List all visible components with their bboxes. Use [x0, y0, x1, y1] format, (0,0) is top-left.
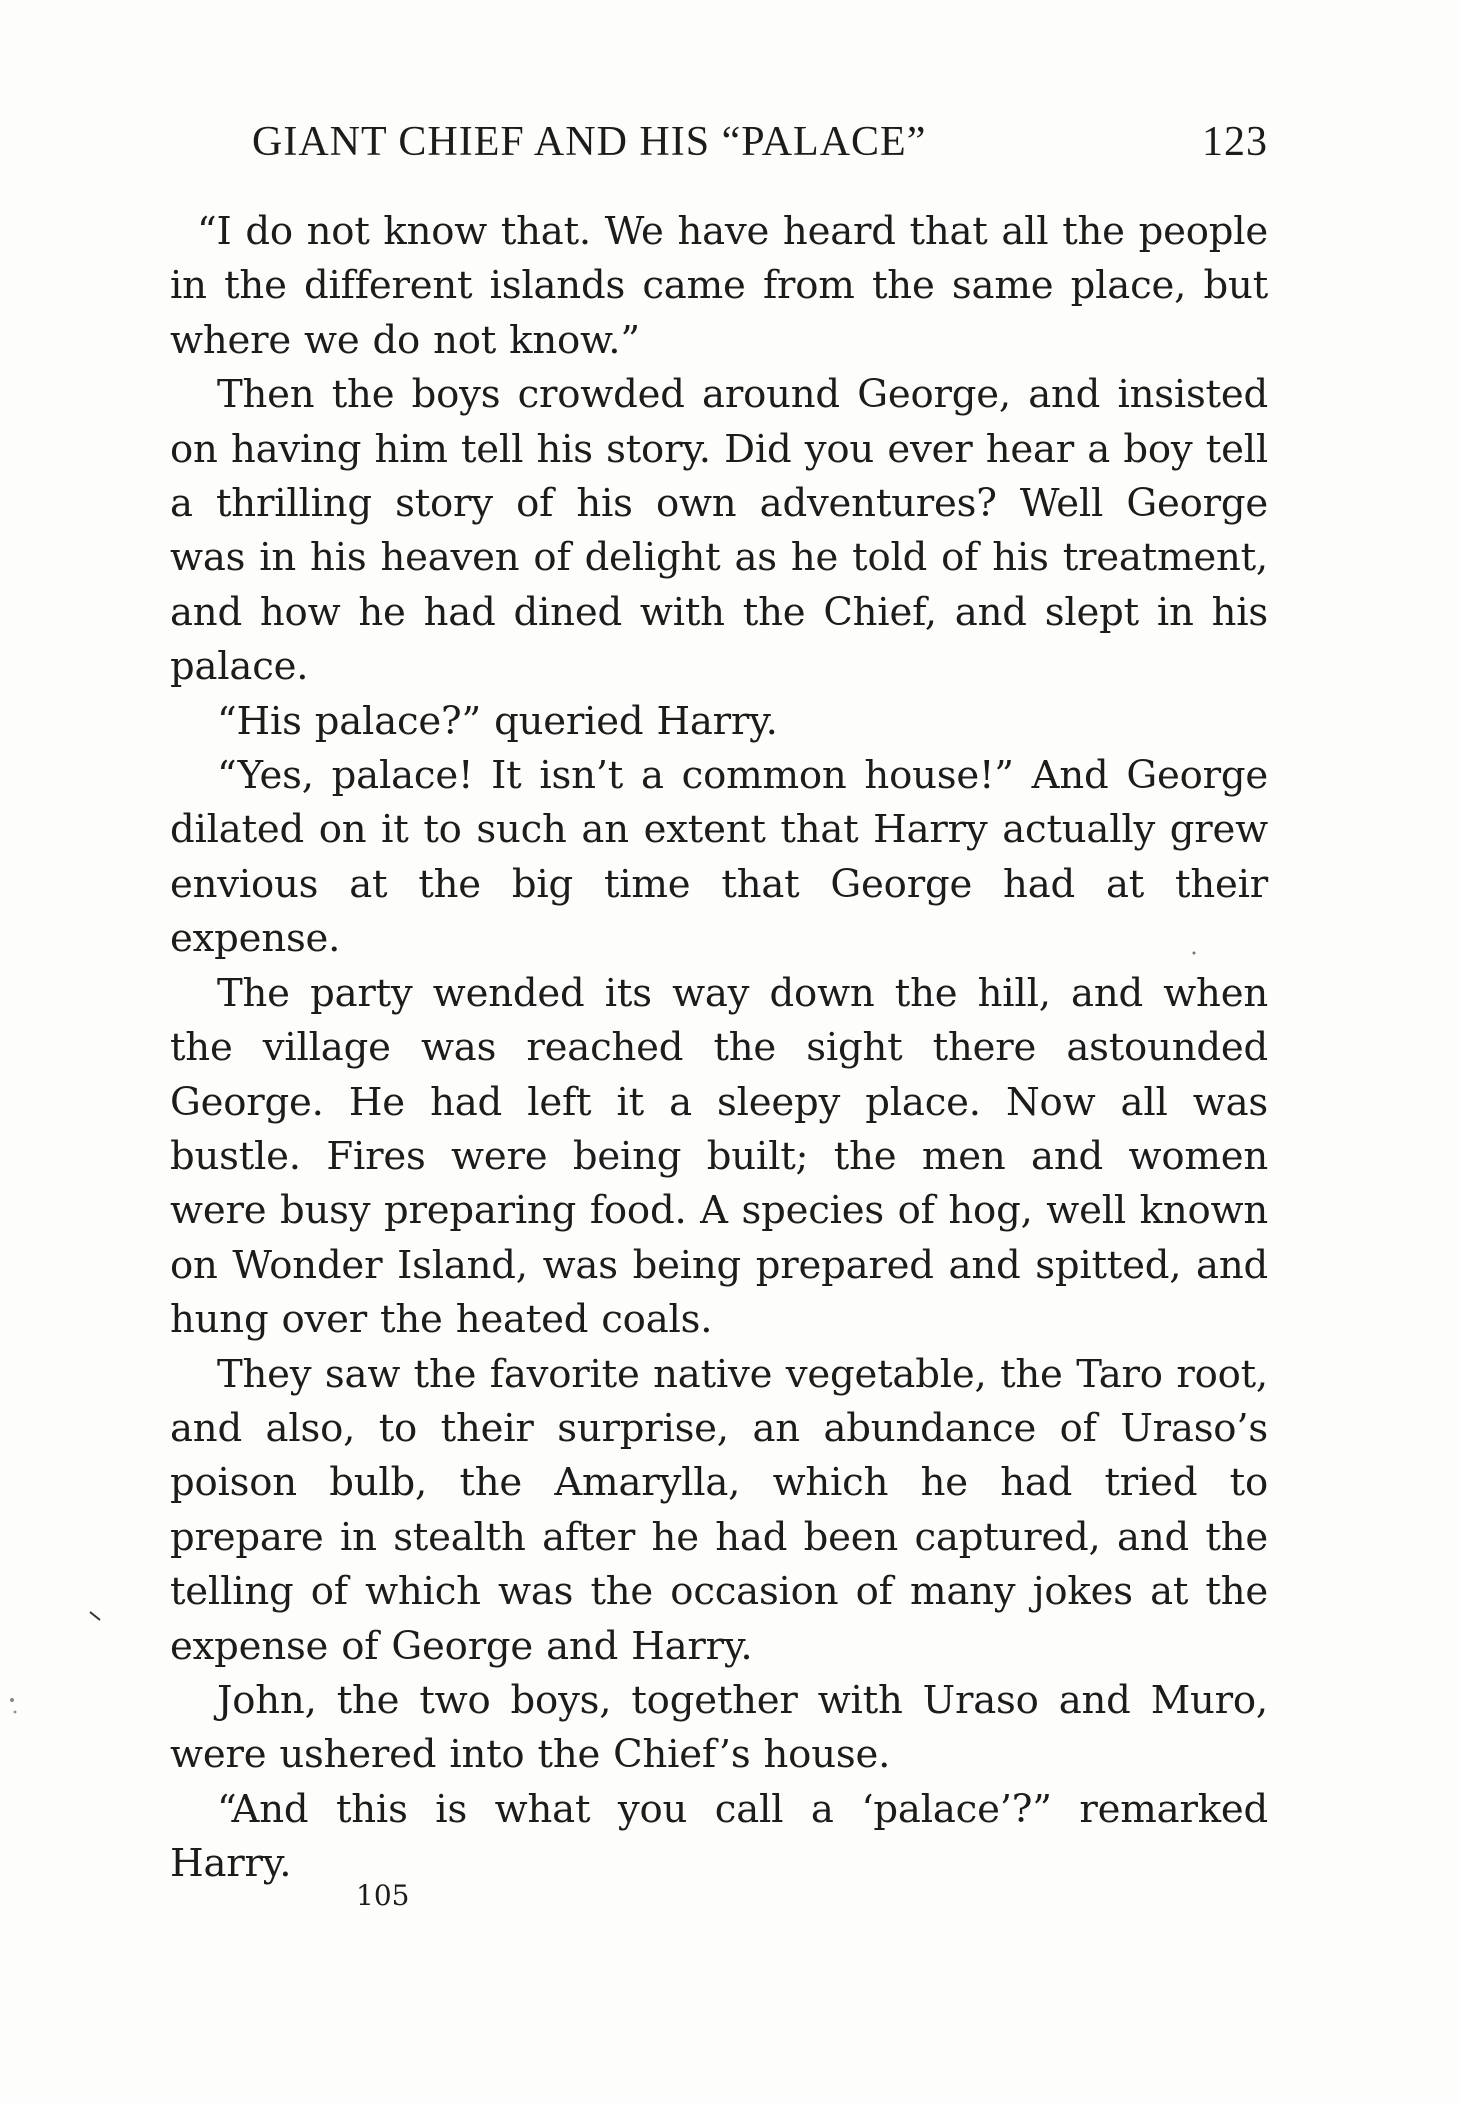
paragraph: “I do not know that. We have heard that all the people in the different islands came from the same place, but where we do not know.” — [170, 209, 1268, 363]
paragraph: John, the two boys, together with Uraso and Muro, were ushered into the Chief’s house. — [170, 1677, 1268, 1778]
ink-speck — [14, 1711, 17, 1714]
paragraph: The party wended its way down the hill, and when the village was reached the sight there astounded George. He had left it a sleepy place. Now all was bustle. Fires were being built; the men and women were busy preparing food. A species of hog, well known on Wonder Island, was being prepared and spitted, and hung over the heated coals. — [170, 970, 1268, 1343]
page-number: 123 — [1202, 119, 1268, 165]
paragraph: Then the boys crowded around George, and insisted on having him tell his story. Did you ever hear a boy tell a thrilling story of his own adventures? Well George was in his heaven of delight as he told of his treatment, and how he had dined with the Chief, and slept in his palace. — [170, 372, 1268, 690]
paragraph: “And this is what you call a ‘palace’?” remarked Harry. — [170, 1786, 1268, 1887]
ink-speck — [10, 1698, 14, 1702]
paragraph: They saw the favorite native vegetable, the Taro root, and also, to their surprise, an abundance of Uraso’s poison bulb, the Amarylla, which he had tried to prepare in stealth after he had been captured, and the telling of which was the occasion of many jokes at the expense of George and Harry. — [170, 1351, 1268, 1669]
body-text — [170, 205, 1268, 1892]
chapter-title: GIANT CHIEF AND HIS “PALACE” — [252, 119, 927, 165]
paragraph: “His palace?” queried Harry. — [217, 698, 778, 744]
paragraph: “Yes, palace! It isn’t a common house!” And George dilated on it to such an extent that Harry actually grew envious at the big time that George had at their expense. — [170, 753, 1268, 962]
ink-speck — [90, 1612, 100, 1620]
signature-mark: 105 — [356, 1879, 410, 1912]
running-head — [170, 112, 1268, 172]
